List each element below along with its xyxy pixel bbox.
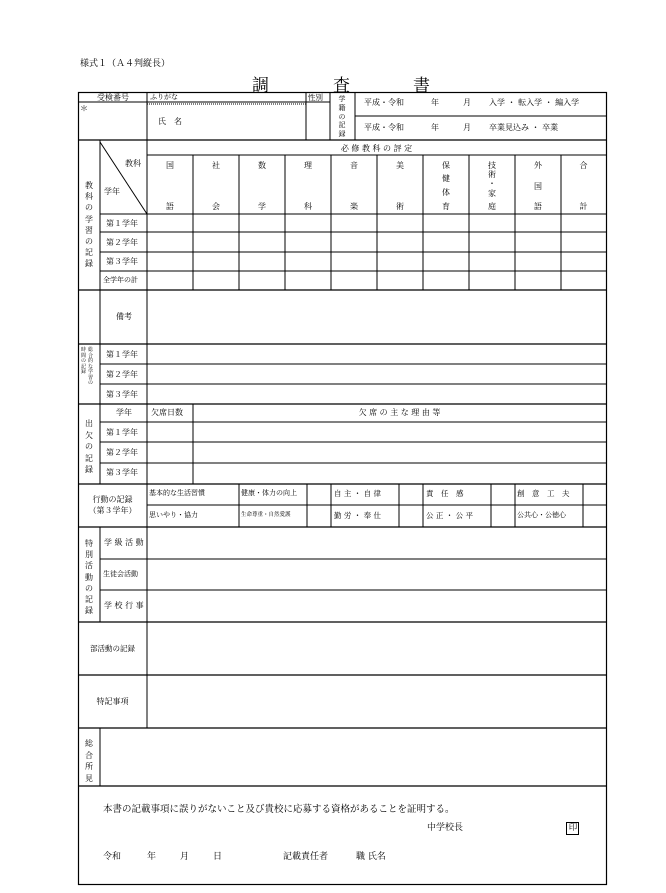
- label-char: 総: [85, 739, 93, 748]
- special-activities-side-label: [84, 538, 94, 616]
- behavior-item: 健康・体力の向上: [241, 489, 297, 497]
- attendance-grade-2: 第２学年: [106, 448, 138, 457]
- subject-hoken-top: 保: [442, 161, 450, 170]
- subject-kokugo-bottom: 語: [166, 202, 174, 211]
- date-year: 年: [147, 852, 157, 862]
- label-char: 合: [85, 750, 93, 760]
- subject-rika-bottom: 科: [304, 202, 312, 211]
- grade-row-2: 第２学年: [106, 238, 138, 247]
- subject-sugaku-top: 数: [258, 161, 266, 170]
- enroll-year: 年: [431, 98, 439, 107]
- subject-hoken-bottom: 育: [442, 202, 450, 211]
- label-char: 記: [85, 594, 93, 604]
- class-activity-label: 学 級 活 動: [104, 538, 144, 547]
- subject-rika-top: 理: [304, 161, 312, 170]
- behavior-item: 基本的な生活習慣: [149, 489, 205, 497]
- label-char: 記: [85, 453, 93, 463]
- label-char: 見: [85, 773, 93, 783]
- behavior-item: 思いやり・協力: [149, 511, 198, 519]
- label-char: 科: [85, 192, 93, 202]
- exam-number-label: 受検番号: [97, 93, 129, 102]
- special-notes-label: 特記事項: [96, 697, 129, 706]
- absence-days-header: 欠席日数: [151, 408, 183, 417]
- absence-reason-header: 欠 席 の 主 な 理 由 等: [358, 408, 441, 417]
- label-char: の: [85, 583, 93, 593]
- label-char: の: [85, 442, 93, 452]
- label-char: 記: [85, 248, 93, 258]
- subject-shakai-bottom: 会: [212, 202, 220, 211]
- subject-bijutsu-top: 美: [396, 161, 404, 170]
- date-day: 日: [213, 852, 223, 862]
- label-char: 所: [85, 762, 93, 772]
- subject-total-bottom: 計: [579, 202, 588, 211]
- club-activity-label: 部活動の記録: [90, 644, 135, 653]
- title-char: 調: [252, 76, 269, 96]
- title-char: 査: [333, 76, 350, 96]
- form-label: 様式１（Ａ４判縦長）: [80, 59, 171, 69]
- label-char: 記: [338, 121, 346, 130]
- subject-ongaku-bottom: 楽: [350, 202, 358, 211]
- corner-grade-label: 学年: [104, 187, 120, 196]
- integrated-grade-2: 第２学年: [106, 370, 138, 379]
- remarks-label: 備考: [116, 312, 132, 321]
- subject-total-top: 合: [579, 161, 588, 170]
- name-label: 氏 名: [158, 117, 182, 126]
- school-event-label: 学 校 行 事: [104, 601, 144, 610]
- behavior-label-line2: （第３学年）: [88, 506, 137, 515]
- enroll-era: 平成・令和: [364, 98, 404, 107]
- subject-hoken-mid2: 体: [442, 188, 450, 197]
- label-char: 籍: [338, 103, 346, 112]
- integrated-label-col1: 総合的な学習の: [88, 347, 94, 386]
- enroll-types: 入学 ・ 転入学 ・ 編入学: [489, 98, 580, 107]
- subject-shakai-top: 社: [212, 161, 220, 170]
- subject-gika-mid: 術: [488, 170, 496, 179]
- principal-label: 中学校長: [427, 823, 464, 833]
- label-char: 動: [85, 572, 93, 582]
- integrated-grade-1: 第１学年: [106, 350, 138, 359]
- subject-hoken-mid: 健: [442, 174, 450, 183]
- corner-subject-label: 教科: [125, 159, 141, 168]
- attendance-side-label: [84, 418, 94, 476]
- school-record-label: [337, 95, 347, 139]
- behavior-item: 創 意 工 夫: [517, 489, 570, 498]
- label-char: の: [338, 112, 346, 121]
- label-char: 録: [338, 130, 346, 138]
- label-char: 教: [85, 181, 93, 190]
- label-char: の: [85, 236, 93, 246]
- integrated-label-col2: 時間の記録: [81, 347, 87, 375]
- overall-side-label: [84, 738, 94, 784]
- furigana-label: ふりがな: [150, 93, 178, 101]
- subject-gika-mid3: 家: [488, 189, 496, 198]
- label-char: 活: [85, 561, 93, 571]
- grade-row-1: 第１学年: [106, 219, 138, 228]
- subject-kokugo-top: 国: [166, 161, 174, 170]
- label-char: 録: [85, 606, 93, 616]
- graduation-year: 年: [431, 123, 439, 132]
- behavior-item: 生命尊重・自然愛護: [241, 512, 291, 518]
- student-council-label: 生徒会活動: [103, 570, 138, 578]
- label-char: 特: [85, 539, 93, 548]
- behavior-item: 公 正 ・ 公 平: [426, 511, 474, 520]
- label-char: 出: [85, 419, 93, 428]
- label-char: 録: [85, 465, 93, 475]
- subject-gika-mid2: ・: [488, 179, 496, 188]
- subject-ongaku-top: 音: [350, 161, 358, 170]
- label-char: の: [85, 203, 93, 213]
- label-char: 録: [85, 259, 93, 269]
- label-char: 欠: [85, 430, 93, 440]
- integrated-grade-3: 第３学年: [106, 390, 138, 399]
- grade-row-total: 全学年の計: [103, 276, 138, 284]
- graduation-month: 月: [463, 123, 471, 132]
- behavior-item: 責 任 感: [426, 489, 464, 498]
- subjects-side-label: [84, 180, 94, 270]
- title-char: 書: [413, 76, 430, 96]
- subject-bijutsu-bottom: 術: [396, 202, 404, 211]
- label-char: 学: [338, 95, 346, 103]
- subject-gaikokugo-bottom: 語: [534, 202, 542, 211]
- subject-gaikokugo-mid: 国: [534, 182, 542, 191]
- label-char: 別: [85, 550, 93, 560]
- subject-gika-top: 技: [488, 161, 496, 170]
- sex-label: 性別: [308, 93, 323, 102]
- position-name-label: 職 氏名: [356, 852, 386, 862]
- graduation-era: 平成・令和: [364, 123, 404, 132]
- subject-sugaku-bottom: 学: [258, 202, 266, 211]
- subject-gaikokugo-top: 外: [534, 161, 542, 170]
- behavior-label-line1: 行動の記録: [92, 495, 133, 504]
- attendance-grade-3: 第３学年: [106, 468, 138, 477]
- subject-gika-bottom: 庭: [488, 202, 496, 211]
- exam-number-asterisk: ＊: [80, 104, 88, 113]
- behavior-item: 勤 労 ・ 奉 仕: [334, 511, 382, 520]
- date-era: 令和: [103, 852, 122, 862]
- required-subjects-header: 必 修 教 科 の 評 定: [340, 144, 413, 153]
- label-char: 学: [85, 214, 93, 224]
- behavior-item: 公共心・公徳心: [517, 511, 566, 519]
- enroll-month: 月: [463, 98, 471, 107]
- recorder-label: 記載責任者: [283, 852, 329, 862]
- certification-statement: 本書の記載事項に誤りがないこと及び貴校に応募する資格があることを証明する。: [103, 804, 455, 815]
- label-char: 習: [85, 225, 93, 235]
- date-month: 月: [180, 852, 190, 862]
- graduation-types: 卒業見込み ・ 卒業: [489, 123, 559, 132]
- attendance-grade-header: 学年: [116, 408, 132, 417]
- seal-mark: 印: [568, 823, 578, 833]
- grade-row-3: 第３学年: [106, 257, 138, 266]
- behavior-item: 自 主 ・ 自 律: [334, 489, 382, 498]
- attendance-grade-1: 第１学年: [106, 428, 138, 437]
